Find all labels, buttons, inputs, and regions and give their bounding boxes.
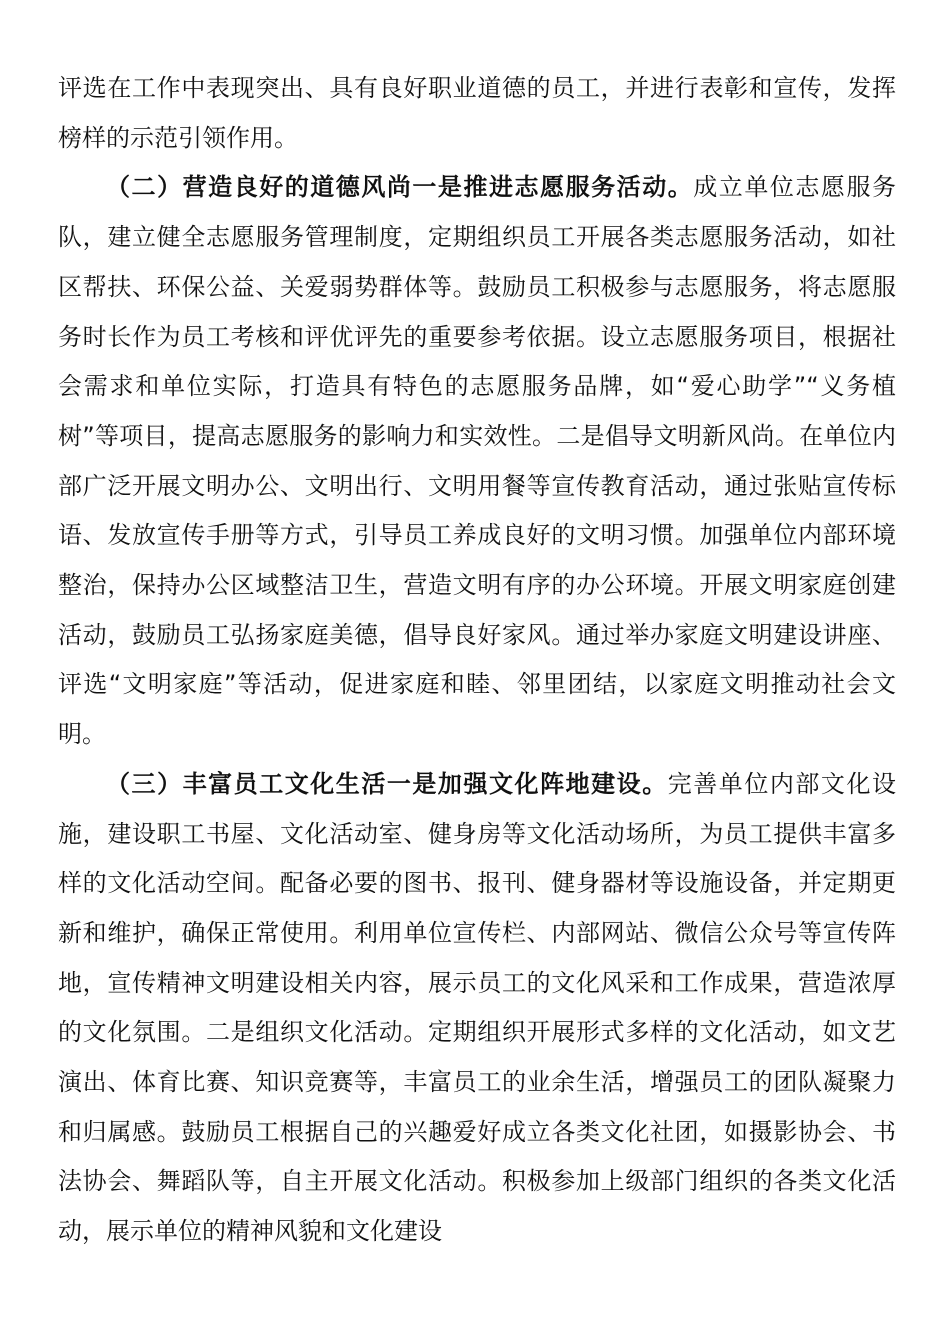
paragraph-text: 成立单位志愿服务队，建立健全志愿服务管理制度，定期组织员工开展各类志愿服务活动，如社区帮扶、环保公益、关爱弱势群体等。鼓励员工积极参与志愿服务，将志愿服务时长作为员工考核和评优评先的重要参考依据。设立志愿服务项目，根据社会需求和单位实际，打造具有特色的志愿服务品牌，如“爱心助学”“义务植树”等项目，提高志愿服务的影响力和实效性。二是倡导文明新风尚。在单位内部广泛开展文明办公、文明出行、文明用餐等宣传教育活动，通过张贴宣传标语、发放宣传手册等方式，引导员工养成良好的文明习惯。加强单位内部环境整治，保持办公区域整洁卫生，营造文明有序的办公环境。开展文明家庭创建活动，鼓励员工弘扬家庭美德，倡导良好家风。通过举办家庭文明建设讲座、评选“文明家庭”等活动，促进家庭和睦、邻里团结，以家庭文明推动社会文明。	[58, 173, 896, 749]
paragraph-text: 完善单位内部文化设施，建设职工书屋、文化活动室、健身房等文化活动场所，为员工提供丰富多样的文化活动空间。配备必要的图书、报刊、健身器材等设施设备，并定期更新和维护，确保正常使用。利用单位宣传栏、内部网站、微信公众号等宣传阵地，宣传精神文明建设相关内容，展示员工的文化风采和工作成果，营造浓厚的文化氛围。二是组织文化活动。定期组织开展形式多样的文化活动，如文艺演出、体育比赛、知识竞赛等，丰富员工的业余生活，增强员工的团队凝聚力和归属感。鼓励员工根据自己的兴趣爱好成立各类文化社团，如摄影协会、书法协会、舞蹈队等，自主开展文化活动。积极参加上级部门组织的各类文化活动，展示单位的精神风貌和文化建设	[58, 769, 897, 1246]
paragraph-section-2	[58, 163, 896, 759]
section-heading: （三）丰富员工文化生活一是加强文化阵地建设。	[106, 769, 668, 798]
paragraph-continuation	[58, 64, 896, 163]
section-heading: （二）营造良好的道德风尚一是推进志愿服务活动。	[106, 173, 694, 202]
paragraph-text: 评选在工作中表现突出、具有良好职业道德的员工，并进行表彰和宣传，发挥榜样的示范引领作用。	[58, 74, 896, 152]
paragraph-section-3	[58, 760, 896, 1257]
document-page	[58, 64, 896, 1257]
